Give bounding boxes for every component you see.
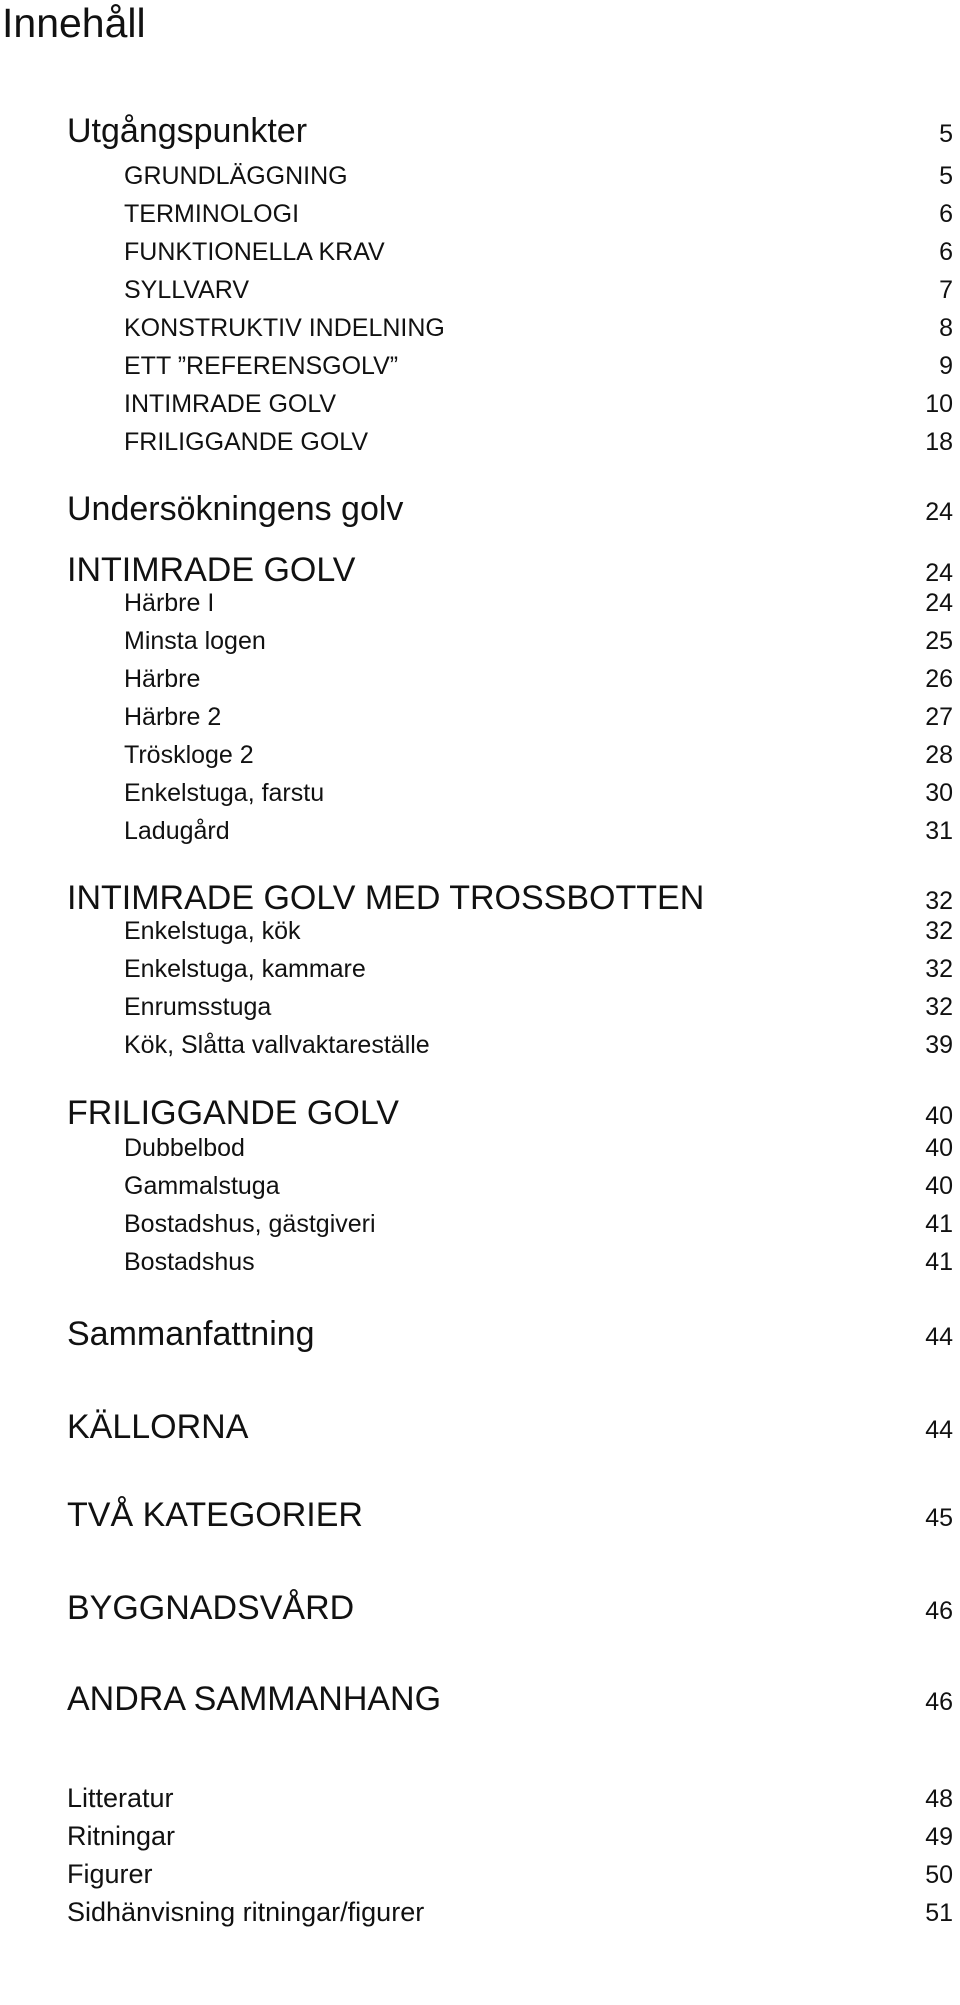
toc-entry-label: Bostadshus, gästgiveri — [124, 1210, 376, 1238]
toc-entry-page-number: 31 — [925, 817, 953, 845]
toc-entry-label: Minsta logen — [124, 627, 266, 655]
toc-entry-page-number: 32 — [925, 993, 953, 1021]
toc-entry-page-number: 28 — [925, 741, 953, 769]
toc-entry-page-number: 32 — [925, 955, 953, 983]
toc-entry-page-number: 6 — [939, 200, 953, 228]
toc-entry-label: Enkelstuga, kammare — [124, 955, 366, 983]
toc-entry-page-number: 51 — [925, 1899, 953, 1927]
toc-entry-page-number: 27 — [925, 703, 953, 731]
page-title: Innehåll — [2, 0, 146, 46]
toc-entry-page-number: 46 — [925, 1688, 953, 1716]
toc-entry — [0, 314, 960, 354]
toc-entry-label: Enrumsstuga — [124, 993, 272, 1021]
toc-entry-label: TERMINOLOGI — [124, 200, 300, 228]
toc-entry-page-number: 24 — [925, 559, 953, 587]
toc-entry-label: Härbre I — [124, 589, 215, 617]
toc-entry-page-number: 24 — [925, 498, 953, 526]
toc-entry-label: INTIMRADE GOLV MED TROSSBOTTEN — [67, 879, 705, 917]
toc-entry — [0, 162, 960, 202]
toc-entry — [0, 627, 960, 667]
toc-entry-label: Undersökningens golv — [67, 490, 404, 528]
toc-entry — [0, 490, 960, 530]
toc-entry-page-number: 32 — [925, 917, 953, 945]
toc-entry-label: Sammanfattning — [67, 1315, 315, 1353]
toc-entry-label: Utgångspunkter — [67, 112, 308, 150]
toc-entry — [0, 741, 960, 781]
toc-entry-page-number: 49 — [925, 1823, 953, 1851]
toc-entry — [0, 589, 960, 629]
toc-entry-page-number: 32 — [925, 887, 953, 915]
toc-entry-page-number: 41 — [925, 1210, 953, 1238]
toc-entry-label: Kök, Slåtta vallvaktareställe — [124, 1031, 430, 1059]
toc-entry — [0, 238, 960, 278]
toc-entry-label: KÄLLORNA — [67, 1408, 249, 1446]
toc-entry-label: Bostadshus — [124, 1248, 255, 1276]
toc-entry — [0, 955, 960, 995]
toc-entry-page-number: 50 — [925, 1861, 953, 1889]
toc-entry-page-number: 45 — [925, 1504, 953, 1532]
toc-entry-label: Litteratur — [67, 1783, 174, 1813]
toc-entry-label: INTIMRADE GOLV — [124, 390, 337, 418]
toc-entry-label: Tröskloge 2 — [124, 741, 254, 769]
toc-entry — [0, 1172, 960, 1212]
toc-entry — [0, 112, 960, 152]
toc-entry — [0, 1821, 960, 1861]
toc-entry-page-number: 30 — [925, 779, 953, 807]
toc-entry-label: BYGGNADSVÅRD — [67, 1589, 355, 1627]
toc-entry-page-number: 44 — [925, 1323, 953, 1351]
toc-entry-label: Ritningar — [67, 1821, 176, 1851]
toc-entry-page-number: 40 — [925, 1102, 953, 1130]
toc-entry-label: ETT ”REFERENSGOLV” — [124, 352, 399, 380]
toc-entry — [0, 1134, 960, 1174]
toc-entry — [0, 879, 960, 919]
toc-entry-page-number: 26 — [925, 665, 953, 693]
toc-entry-label: Figurer — [67, 1859, 153, 1889]
toc-entry — [0, 428, 960, 468]
toc-entry — [0, 1496, 960, 1536]
toc-entry-page-number: 40 — [925, 1134, 953, 1162]
toc-entry — [0, 817, 960, 857]
toc-entry — [0, 1589, 960, 1629]
toc-entry — [0, 1315, 960, 1355]
toc-entry-label: INTIMRADE GOLV — [67, 551, 356, 589]
toc-entry — [0, 1859, 960, 1899]
toc-entry-label: Sidhänvisning ritningar/figurer — [67, 1897, 425, 1927]
toc-entry-label: FRILIGGANDE GOLV — [67, 1094, 399, 1132]
toc-entry-page-number: 44 — [925, 1416, 953, 1444]
toc-entry — [0, 276, 960, 316]
toc-entry — [0, 1094, 960, 1134]
toc-entry-label: FRILIGGANDE GOLV — [124, 428, 369, 456]
toc-entry — [0, 703, 960, 743]
toc-entry — [0, 1210, 960, 1250]
toc-entry — [0, 665, 960, 705]
toc-entry-label: Gammalstuga — [124, 1172, 280, 1200]
toc-entry-label: Enkelstuga, kök — [124, 917, 301, 945]
toc-entry-page-number: 39 — [925, 1031, 953, 1059]
toc-entry-label: FUNKTIONELLA KRAV — [124, 238, 385, 266]
toc-entry-label: Härbre 2 — [124, 703, 222, 731]
toc-entry-page-number: 46 — [925, 1597, 953, 1625]
toc-entry — [0, 1680, 960, 1720]
toc-entry-page-number: 6 — [939, 238, 953, 266]
toc-entry — [0, 390, 960, 430]
toc-entry-label: ANDRA SAMMANHANG — [67, 1680, 442, 1718]
toc-entry-label: GRUNDLÄGGNING — [124, 162, 348, 190]
toc-entry-label: Ladugård — [124, 817, 230, 845]
toc-entry-page-number: 18 — [925, 428, 953, 456]
toc-entry-label: KONSTRUKTIV INDELNING — [124, 314, 445, 342]
toc-entry — [0, 1783, 960, 1823]
toc-entry — [0, 1408, 960, 1448]
toc-entry-page-number: 24 — [925, 589, 953, 617]
toc-entry — [0, 1031, 960, 1071]
toc-entry-label: Dubbelbod — [124, 1134, 245, 1162]
toc-entry-label: Enkelstuga, farstu — [124, 779, 325, 807]
toc-entry-page-number: 7 — [939, 276, 953, 304]
toc-entry-page-number: 9 — [939, 352, 953, 380]
toc-entry-page-number: 25 — [925, 627, 953, 655]
toc-entry — [0, 993, 960, 1033]
toc-entry — [0, 1248, 960, 1288]
toc-entry — [0, 779, 960, 819]
toc-entry — [0, 551, 960, 591]
toc-entry — [0, 200, 960, 240]
toc-entry-page-number: 5 — [939, 120, 953, 148]
toc-entry-label: SYLLVARV — [124, 276, 250, 304]
toc-entry-page-number: 5 — [939, 162, 953, 190]
toc-entry — [0, 1897, 960, 1937]
toc-entry-label: TVÅ KATEGORIER — [67, 1496, 363, 1534]
toc-entry-page-number: 48 — [925, 1785, 953, 1813]
toc-entry-page-number: 41 — [925, 1248, 953, 1276]
toc-entry-page-number: 8 — [939, 314, 953, 342]
toc-entry — [0, 917, 960, 957]
toc-entry-label: Härbre — [124, 665, 201, 693]
toc-entry-page-number: 40 — [925, 1172, 953, 1200]
toc-entry — [0, 352, 960, 392]
toc-entry-page-number: 10 — [925, 390, 953, 418]
